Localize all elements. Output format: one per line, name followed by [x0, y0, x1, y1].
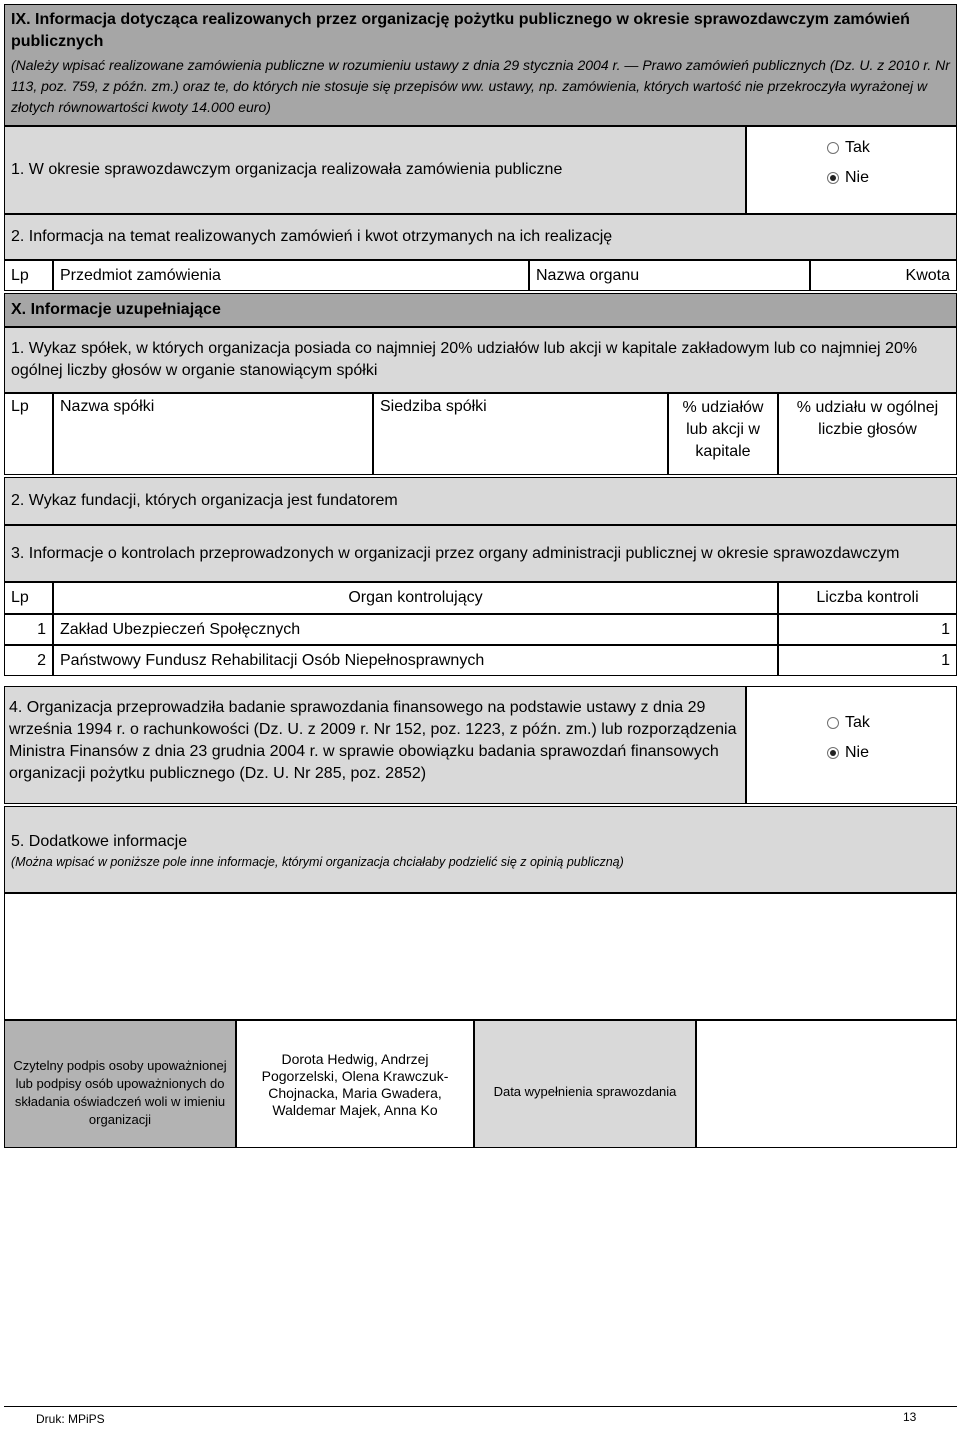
x-q1-votes-label: % udziału w ogólnej liczbie głosów: [796, 399, 939, 438]
ix-q1-option-yes[interactable]: [827, 133, 956, 163]
section-ix-title: IX. Informacja dotycząca realizowanych przez organizację pożytku publicznego w okresie sprawozdawczym zamówień publicznych: [11, 11, 910, 50]
x-q1-header-name: [53, 393, 373, 475]
signature-label-cell: [4, 1020, 236, 1148]
signature-names: Dorota Hedwig, Andrzej Pogorzelski, Olena Krawczuk-Chojnacka, Maria Gwadera, Waldemar Majek, Anna Ko: [261, 1051, 449, 1118]
x-q5-note: (Można wpisać w poniższe pole inne informacje, którymi organizacja chciałaby podzielić się z opinią publiczną): [11, 855, 624, 869]
x-q3-header-lp: Lp: [4, 582, 53, 614]
footer-line: [4, 1406, 957, 1407]
x-q3-question: [4, 525, 957, 582]
x-q4-yes-label: Tak: [845, 714, 870, 731]
ix-q1-text: 1. W okresie sprawozdawczym organizacja realizowała zamówienia publiczne: [11, 161, 563, 178]
section-x-title: X. Informacje uzupełniające: [11, 301, 221, 318]
ix-q2-question: [4, 214, 957, 260]
radio-selected-icon[interactable]: [827, 172, 839, 184]
x-q1-header-shares: [668, 393, 778, 475]
radio-icon[interactable]: [827, 717, 839, 729]
ix-q1-options: [746, 126, 957, 214]
ix-q2-header-lp: Lp: [4, 260, 53, 291]
ix-q2-header-organ: Nazwa organu: [529, 260, 810, 291]
x-q5-question: [4, 806, 957, 893]
x-q3-row-2-organ: Państwowy Fundusz Rehabilitacji Osób Niepełnosprawnych: [53, 645, 778, 676]
page-number: 13: [903, 1410, 917, 1424]
section-ix-note: (Należy wpisać realizowane zamówienia publiczne w rozumieniu ustawy z dnia 29 stycznia 2004 r. — Prawo zamówień publicznych (Dz. U. z 2010 r. Nr 113, poz. 759, z późn. zm.) oraz te, do których nie stosuje się przepisów ww. ustawy, np. zamówienia, których wartość nie przekroczyła wyrażonej w złotych równowartości kwoty 14.000 euro): [11, 57, 950, 115]
signature-names-cell[interactable]: [236, 1020, 474, 1148]
x-q3-row-2-lp: 2: [4, 645, 53, 676]
x-q4-option-no[interactable]: [827, 738, 956, 768]
section-x-header: [4, 293, 957, 327]
x-q3-row-1-organ: Zakład Ubezpieczeń Społęcznych: [53, 614, 778, 645]
x-q1-lp-label: Lp: [11, 398, 29, 415]
date-field[interactable]: [696, 1020, 957, 1148]
x-q4-options: [746, 686, 957, 804]
ix-q1-no-label: Nie: [845, 169, 870, 186]
x-q4-question: [4, 686, 746, 804]
x-q1-text: 1. Wykaz spółek, w których organizacja posiada co najmniej 20% udziałów lub akcji w kapitale zakładowym lub co najmniej 20% ogólnej liczby głosów w organie stanowiącym spółki: [11, 340, 918, 379]
ix-q1-yes-label: Tak: [845, 139, 870, 156]
x-q1-seat-label: Siedziba spółki: [380, 398, 487, 415]
footer-print: Druk: MPiPS: [36, 1412, 105, 1426]
ix-q2-header-amount: Kwota: [810, 260, 957, 291]
x-q1-name-label: Nazwa spółki: [60, 398, 155, 415]
x-q5-text: 5. Dodatkowe informacje: [11, 833, 188, 850]
x-q3-header-count: Liczba kontroli: [778, 582, 957, 614]
ix-q2-header-subject: Przedmiot zamówienia: [53, 260, 529, 291]
signature-label: Czytelny podpis osoby upoważnionej lub podpisy osób upoważnionych do składania oświadczeń woli w imieniu organizacji: [13, 1058, 227, 1127]
ix-q2-text: 2. Informacja na temat realizowanych zamówień i kwot otrzymanych na ich realizację: [11, 228, 613, 245]
x-q2-question: [4, 477, 957, 525]
x-q1-shares-label: % udziałów lub akcji w kapitale: [682, 399, 764, 460]
x-q3-row-1-count: 1: [778, 614, 957, 645]
date-label-cell: [474, 1020, 696, 1148]
x-q3-header-organ: Organ kontrolujący: [53, 582, 778, 614]
radio-selected-icon[interactable]: [827, 747, 839, 759]
x-q4-no-label: Nie: [845, 744, 870, 761]
radio-icon[interactable]: [827, 142, 839, 154]
x-q3-row-2-count: 1: [778, 645, 957, 676]
x-q2-text: 2. Wykaz fundacji, których organizacja jest fundatorem: [11, 492, 398, 509]
x-q1-question: [4, 327, 957, 393]
x-q1-header-seat: [373, 393, 668, 475]
x-q1-header-votes: [778, 393, 957, 475]
additional-info-field[interactable]: [4, 893, 957, 1020]
x-q1-header-lp: [4, 393, 53, 475]
ix-q1-option-no[interactable]: [827, 163, 956, 193]
x-q3-text: 3. Informacje o kontrolach przeprowadzonych w organizacji przez organy administracji publicznej w okresie sprawozdawczym: [11, 544, 900, 562]
x-q4-text: 4. Organizacja przeprowadziła badanie sprawozdania finansowego na podstawie ustawy z dnia 29 września 1994 r. o rachunkowości (Dz. U. z 2009 r. Nr 152, poz. 1223, z późn. zm.) lub rozporządzenia Ministra Finansów z dnia 23 grudnia 2004 r. w sprawie obowiązku badania sprawozdań finansowych organizacji pożytku publicznego (Dz. U. Nr 285, poz. 2852): [9, 699, 737, 782]
date-label: Data wypełnienia sprawozdania: [493, 1084, 677, 1099]
ix-q1-question: [4, 126, 746, 214]
x-q3-row-1-lp: 1: [4, 614, 53, 645]
x-q4-option-yes[interactable]: [827, 708, 956, 738]
section-ix-header: [4, 4, 957, 126]
